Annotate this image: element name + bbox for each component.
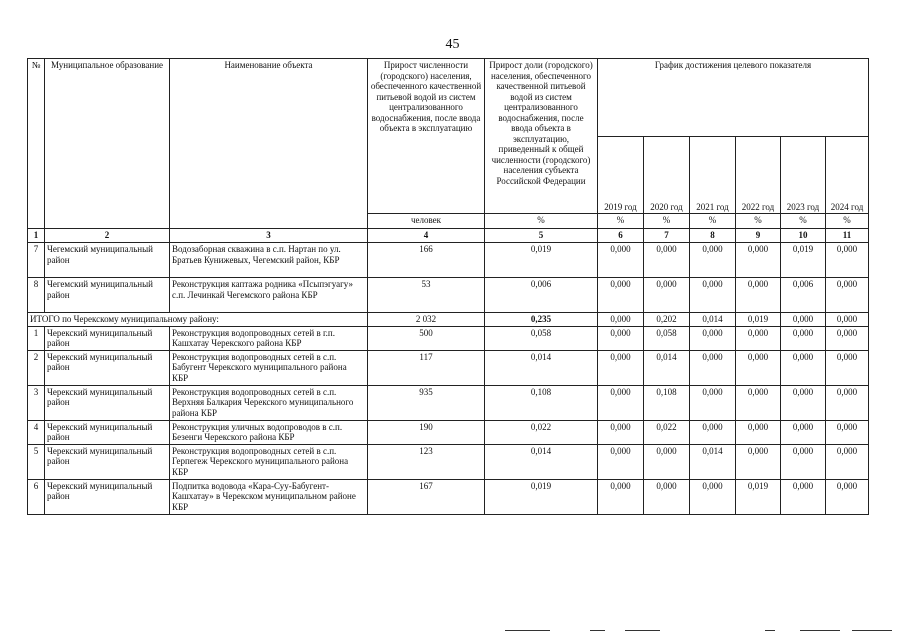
table-row (28, 326, 869, 350)
row-value: 0,000 (826, 444, 869, 479)
index-cell: 5 (485, 229, 598, 243)
unit-percent: % (826, 214, 869, 229)
row-no: 2 (28, 350, 45, 385)
year-cell: 2024 год (826, 136, 869, 214)
table-row (28, 420, 869, 444)
row-value: 0,000 (736, 243, 781, 278)
total-people: 2 032 (368, 313, 485, 327)
row-value: 0,000 (781, 479, 826, 514)
year-cell: 2022 год (736, 136, 781, 214)
row-value: 0,000 (690, 326, 736, 350)
row-value: 0,000 (598, 444, 644, 479)
row-value: 0,058 (644, 326, 690, 350)
row-value: 0,000 (598, 278, 644, 313)
index-cell: 11 (826, 229, 869, 243)
year-cell: 2021 год (690, 136, 736, 214)
row-municipality: Черекский муниципальный район (45, 420, 170, 444)
row-value: 0,000 (736, 444, 781, 479)
row-value: 0,000 (598, 243, 644, 278)
index-cell: 4 (368, 229, 485, 243)
row-value: 0,000 (736, 385, 781, 420)
total-value: 0,019 (736, 313, 781, 327)
header-schedule: График достижения целевого показателя (598, 59, 869, 137)
unit-percent: % (598, 214, 644, 229)
row-object: Реконструкция водопроводных сетей в с.п. Герпегеж Черекского муниципального района КБР (170, 444, 368, 479)
row-value: 0,000 (690, 350, 736, 385)
row-share: 0,108 (485, 385, 598, 420)
unit-percent: % (781, 214, 826, 229)
row-no: 6 (28, 479, 45, 514)
row-value: 0,000 (736, 420, 781, 444)
row-value: 0,000 (690, 479, 736, 514)
row-value: 0,000 (736, 278, 781, 313)
row-value: 0,014 (644, 350, 690, 385)
unit-percent: % (736, 214, 781, 229)
row-value: 0,019 (781, 243, 826, 278)
row-value: 0,022 (644, 420, 690, 444)
footer-line (800, 630, 840, 631)
row-value: 0,000 (644, 444, 690, 479)
footer-lines (0, 630, 905, 634)
unit-people: человек (368, 214, 485, 229)
row-value: 0,019 (736, 479, 781, 514)
row-value: 0,000 (598, 385, 644, 420)
page-number: 45 (445, 37, 460, 52)
row-municipality: Черекский муниципальный район (45, 385, 170, 420)
table-row (28, 444, 869, 479)
row-value: 0,006 (781, 278, 826, 313)
row-people: 166 (368, 243, 485, 278)
row-value: 0,000 (690, 420, 736, 444)
row-object: Реконструкция каптажа родника «Псыпэгуагу» с.п. Лечинкай Чегемского района КБР (170, 278, 368, 313)
row-value: 0,000 (644, 479, 690, 514)
year-cell: 2019 год (598, 136, 644, 214)
row-municipality: Чегемский муниципальный район (45, 243, 170, 278)
index-cell: 6 (598, 229, 644, 243)
row-value: 0,000 (598, 350, 644, 385)
row-value: 0,000 (826, 350, 869, 385)
index-cell: 9 (736, 229, 781, 243)
row-value: 0,000 (781, 385, 826, 420)
total-row (28, 313, 869, 327)
total-share: 0,235 (485, 313, 598, 327)
row-people: 117 (368, 350, 485, 385)
row-object: Реконструкция водопроводных сетей в с.п. Верхняя Балкария Черекского муниципального района КБР (170, 385, 368, 420)
row-value: 0,000 (736, 350, 781, 385)
footer-line (625, 630, 660, 631)
row-value: 0,000 (598, 479, 644, 514)
row-value: 0,000 (781, 350, 826, 385)
row-share: 0,019 (485, 243, 598, 278)
row-municipality: Черекский муниципальный район (45, 444, 170, 479)
total-value: 0,202 (644, 313, 690, 327)
row-value: 0,000 (826, 243, 869, 278)
table-row (28, 243, 869, 278)
row-object: Подпитка водовода «Кара-Суу-Бабугент-Кашхатау» в Черекском муниципальном районе КБР (170, 479, 368, 514)
total-value: 0,000 (826, 313, 869, 327)
year-cell: 2020 год (644, 136, 690, 214)
row-municipality: Черекский муниципальный район (45, 326, 170, 350)
row-object: Водозаборная скважина в с.п. Нартан по ул. Братьев Кунижевых, Чегемский район, КБР (170, 243, 368, 278)
row-share: 0,058 (485, 326, 598, 350)
row-share: 0,014 (485, 444, 598, 479)
table-row (28, 479, 869, 514)
row-value: 0,000 (826, 479, 869, 514)
row-people: 190 (368, 420, 485, 444)
row-value: 0,000 (736, 326, 781, 350)
header-pop-growth: Прирост численности (городского) населения, обеспеченного качественной питьевой водой из систем централизованного водоснабжения, после ввода объекта в эксплуатацию (368, 59, 485, 214)
header-object: Наименование объекта (170, 59, 368, 229)
row-value: 0,000 (598, 420, 644, 444)
total-value: 0,014 (690, 313, 736, 327)
column-index-row (28, 229, 869, 243)
row-object: Реконструкция водопроводных сетей в г.п. Кашхатау Черекского района КБР (170, 326, 368, 350)
index-cell: 2 (45, 229, 170, 243)
row-value: 0,000 (598, 326, 644, 350)
total-value: 0,000 (598, 313, 644, 327)
header-row (28, 59, 869, 137)
footer-line (505, 630, 550, 631)
row-no: 8 (28, 278, 45, 313)
row-value: 0,000 (781, 326, 826, 350)
row-no: 7 (28, 243, 45, 278)
row-value: 0,000 (781, 420, 826, 444)
row-share: 0,014 (485, 350, 598, 385)
index-cell: 3 (170, 229, 368, 243)
row-municipality: Черекский муниципальный район (45, 350, 170, 385)
row-value: 0,000 (690, 243, 736, 278)
table-row (28, 385, 869, 420)
row-value: 0,000 (781, 444, 826, 479)
total-value: 0,000 (781, 313, 826, 327)
year-cell: 2023 год (781, 136, 826, 214)
row-people: 935 (368, 385, 485, 420)
row-value: 0,000 (826, 326, 869, 350)
row-share: 0,006 (485, 278, 598, 313)
header-share-growth: Прирост доли (городского) населения, обеспеченного качественной питьевой водой из систем централизованного водоснабжения, после ввода объекта в эксплуатацию, приведенный к общей численности (городского) населения субъекта Российской Федерации (485, 59, 598, 214)
unit-percent: % (644, 214, 690, 229)
unit-percent: % (485, 214, 598, 229)
row-people: 500 (368, 326, 485, 350)
table-row (28, 278, 869, 313)
row-people: 53 (368, 278, 485, 313)
footer-line (852, 630, 892, 631)
row-no: 1 (28, 326, 45, 350)
row-no: 3 (28, 385, 45, 420)
index-cell: 1 (28, 229, 45, 243)
row-share: 0,019 (485, 479, 598, 514)
row-municipality: Чегемский муниципальный район (45, 278, 170, 313)
total-label: ИТОГО по Черекскому муниципальному району: (28, 313, 368, 327)
row-people: 167 (368, 479, 485, 514)
row-value: 0,000 (826, 278, 869, 313)
row-value: 0,000 (690, 278, 736, 313)
row-municipality: Черекский муниципальный район (45, 479, 170, 514)
row-value: 0,000 (644, 278, 690, 313)
row-value: 0,000 (826, 385, 869, 420)
row-no: 5 (28, 444, 45, 479)
row-value: 0,000 (690, 385, 736, 420)
row-object: Реконструкция водопроводных сетей в с.п. Бабугент Черекского муниципального района КБР (170, 350, 368, 385)
index-cell: 10 (781, 229, 826, 243)
row-value: 0,108 (644, 385, 690, 420)
row-object: Реконструкция уличных водопроводов в с.п. Безенги Черекского района КБР (170, 420, 368, 444)
unit-percent: % (690, 214, 736, 229)
footer-line (765, 630, 775, 631)
row-share: 0,022 (485, 420, 598, 444)
target-indicator-table (27, 58, 869, 515)
row-value: 0,000 (644, 243, 690, 278)
index-cell: 8 (690, 229, 736, 243)
row-value: 0,000 (826, 420, 869, 444)
header-municipality: Муниципальное образование (45, 59, 170, 229)
row-value: 0,014 (690, 444, 736, 479)
row-no: 4 (28, 420, 45, 444)
table-row (28, 350, 869, 385)
row-people: 123 (368, 444, 485, 479)
header-no: № (28, 59, 45, 229)
index-cell: 7 (644, 229, 690, 243)
footer-line (590, 630, 605, 631)
